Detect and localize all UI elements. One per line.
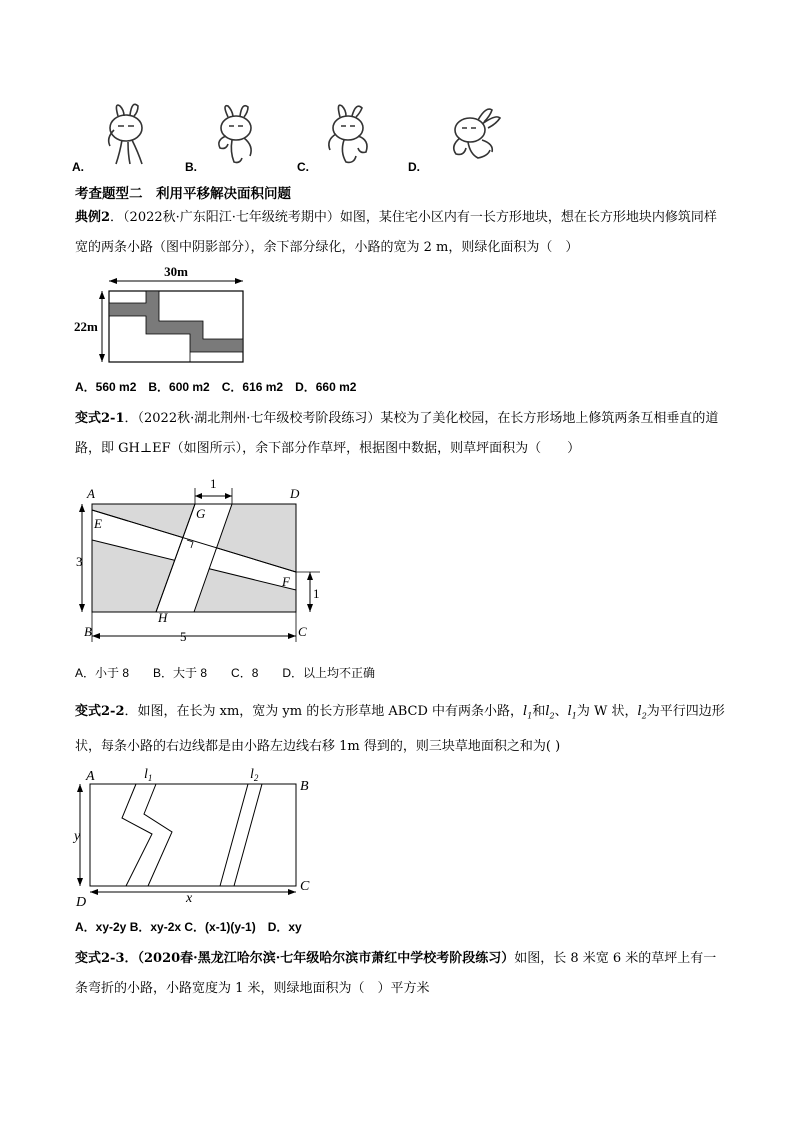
- example-2-text: 如图，某住宅小区内有一长方形地块，想在长方形地块内修筑同样宽的两条小路（图中阴影部分），余下部分绿化，小路的宽为 2 m，则绿化面积为（ ）: [75, 210, 717, 255]
- label-g: G: [196, 506, 206, 521]
- rabbit-figure-b: [206, 100, 266, 170]
- label-f: F: [282, 574, 290, 589]
- label-h: H: [158, 610, 168, 625]
- variant-2-2-text-d: 为 W 状，: [576, 704, 638, 719]
- example-2-source: ．（2022秋·广东阳江·七年级统考期中）: [110, 210, 340, 225]
- option-b-label: B.: [185, 160, 197, 174]
- dim-right-1: 1: [313, 586, 320, 601]
- l2-inline-2: $l_2$: [637, 704, 647, 721]
- variant-2-1-text: 某校为了美化校园，在长方形场地上修筑两条互相垂直的道路，即 GH⊥EF（如图所示），余下部分作草坪，根据图中数据，则草坪面积为（ ）: [75, 411, 719, 456]
- rabbit-figure-c: [318, 100, 378, 170]
- dim-bottom-5: 5: [180, 629, 187, 644]
- variant-2-3-source: ．（2020春·黑龙江哈尔滨·七年级哈尔滨市萧红中学校考阶段练习）: [124, 951, 515, 966]
- l2-inline: $l_2$: [545, 704, 555, 721]
- label-d: D: [290, 486, 300, 501]
- rabbit-figure-d: [438, 100, 508, 170]
- variant-2-2-choices: A．xy-2y B．xy-2x C．(x-1)(y-1) D．xy: [75, 920, 302, 934]
- variant-2-1-tag: 变式2-1: [75, 411, 125, 426]
- label-d: D: [76, 895, 87, 908]
- label-e: E: [94, 516, 102, 531]
- label-a: A: [86, 769, 95, 784]
- example-2-figure: [72, 260, 262, 370]
- example-2-tag: 典例2: [75, 210, 111, 225]
- example-2-question: [75, 203, 725, 263]
- variant-2-2-text-e: 为平行四边形状，每条小路的右边线都是由小路左边线右移 1m 得到的，则三块草地面积之和为( ): [75, 704, 725, 754]
- label-b: B: [84, 624, 92, 639]
- variant-2-2-tag: 变式2-2: [75, 704, 125, 719]
- dim-top-1: 1: [210, 476, 217, 491]
- label-y: y: [74, 829, 81, 844]
- width-label: 30m: [164, 264, 188, 279]
- section-title: 考查题型二 利用平移解决面积问题: [75, 186, 291, 202]
- variant-2-3-text: 如图，长 8 米宽 6 米的草坪上有一条弯折的小路，小路宽度为 1 米，则绿地面积为（ ）平方米: [75, 951, 717, 996]
- option-d-label: D.: [408, 160, 420, 174]
- height-label: 22m: [74, 319, 98, 334]
- variant-2-1-source: ．（2022秋·湖北荆州·七年级校考阶段练习）: [124, 411, 381, 426]
- variant-2-3-tag: 变式2-3: [75, 951, 125, 966]
- variant-2-3-question: [75, 944, 725, 1004]
- variant-2-2-text-c: 、: [554, 704, 568, 719]
- label-l1: $l_1$: [144, 767, 153, 783]
- label-c: C: [298, 624, 307, 639]
- l1-inline: $l_1$: [523, 704, 533, 721]
- dim-left-3: 3: [76, 554, 83, 569]
- variant-2-1-figure: [72, 470, 332, 650]
- label-c: C: [300, 879, 310, 894]
- label-a: A: [87, 486, 95, 501]
- variant-2-2-text-b: 和: [532, 704, 546, 719]
- l1-inline-2: $l_1$: [567, 704, 577, 721]
- label-l2: $l_2$: [250, 767, 259, 783]
- variant-2-1-choices: A．小于 8 B．大于 8 C．8 D．以上均不正确: [75, 666, 376, 680]
- example-2-choices: A．560 m2 B．600 m2 C．616 m2 D．660 m2: [75, 380, 357, 394]
- label-x: x: [186, 891, 193, 906]
- rabbit-figure-a: [98, 100, 158, 170]
- variant-2-2-question: [75, 697, 725, 762]
- variant-2-2-text-a: ．如图，在长为 xm，宽为 ym 的长方形草地 ABCD 中有两条小路，: [124, 704, 524, 719]
- label-b: B: [300, 779, 309, 794]
- option-c-label: C.: [297, 160, 309, 174]
- variant-2-2-figure: [72, 762, 332, 908]
- option-a-label: A.: [72, 160, 84, 174]
- variant-2-1-question: [75, 404, 725, 464]
